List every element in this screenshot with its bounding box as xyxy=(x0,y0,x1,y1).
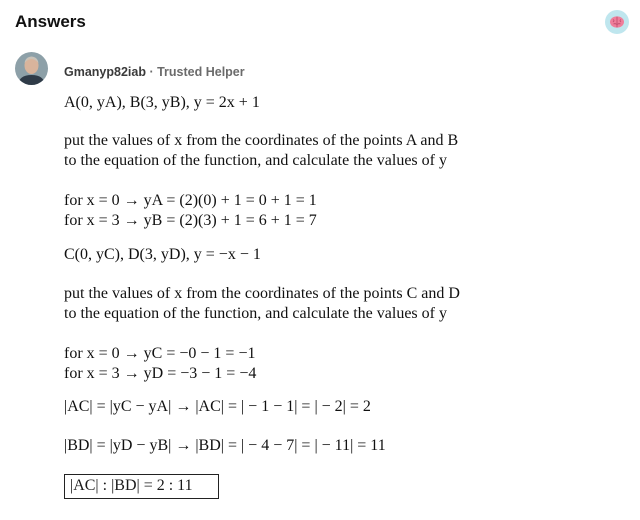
calc-yd-line: for x = 3 → yD = −3 − 1 = −4 xyxy=(64,365,257,382)
calc-yc-line: for x = 0 → yC = −0 − 1 = −1 xyxy=(64,345,256,362)
instruction-ab-line-2: to the equation of the function, and calculate the values of y xyxy=(64,152,447,169)
points-cd-line: C(0, yC), D(3, yD), y = −x − 1 xyxy=(64,246,261,263)
calc-ya-line: for x = 0 → yA = (2)(0) + 1 = 0 + 1 = 1 xyxy=(64,192,317,209)
ac-length-line: |AC| = |yC − yA| → |AC| = | − 1 − 1| = | − 2| = 2 xyxy=(64,398,371,415)
instruction-cd-line-2: to the equation of the function, and calculate the values of y xyxy=(64,305,447,322)
points-ab-line: A(0, yA), B(3, yB), y = 2x + 1 xyxy=(64,94,260,111)
author-line xyxy=(64,65,245,79)
final-ratio: |AC| : |BD| = 2 : 11 xyxy=(70,477,193,494)
calc-yb-line: for x = 3 → yB = (2)(3) + 1 = 6 + 1 = 7 xyxy=(64,212,317,229)
instruction-cd-line-1: put the values of x from the coordinates of the points C and D xyxy=(64,285,460,302)
trusted-helper-badge: · Trusted Helper xyxy=(149,65,245,79)
instruction-ab-line-1: put the values of x from the coordinates of the points A and B xyxy=(64,132,459,149)
bd-length-line: |BD| = |yD − yB| → |BD| = | − 4 − 7| = | − 11| = 11 xyxy=(64,437,386,454)
page-title: Answers xyxy=(15,12,86,31)
author-name[interactable]: Gmanyp82iab xyxy=(64,65,146,79)
final-ratio-box xyxy=(64,474,219,499)
avatar[interactable] xyxy=(15,52,48,85)
brain-icon[interactable] xyxy=(605,10,629,34)
